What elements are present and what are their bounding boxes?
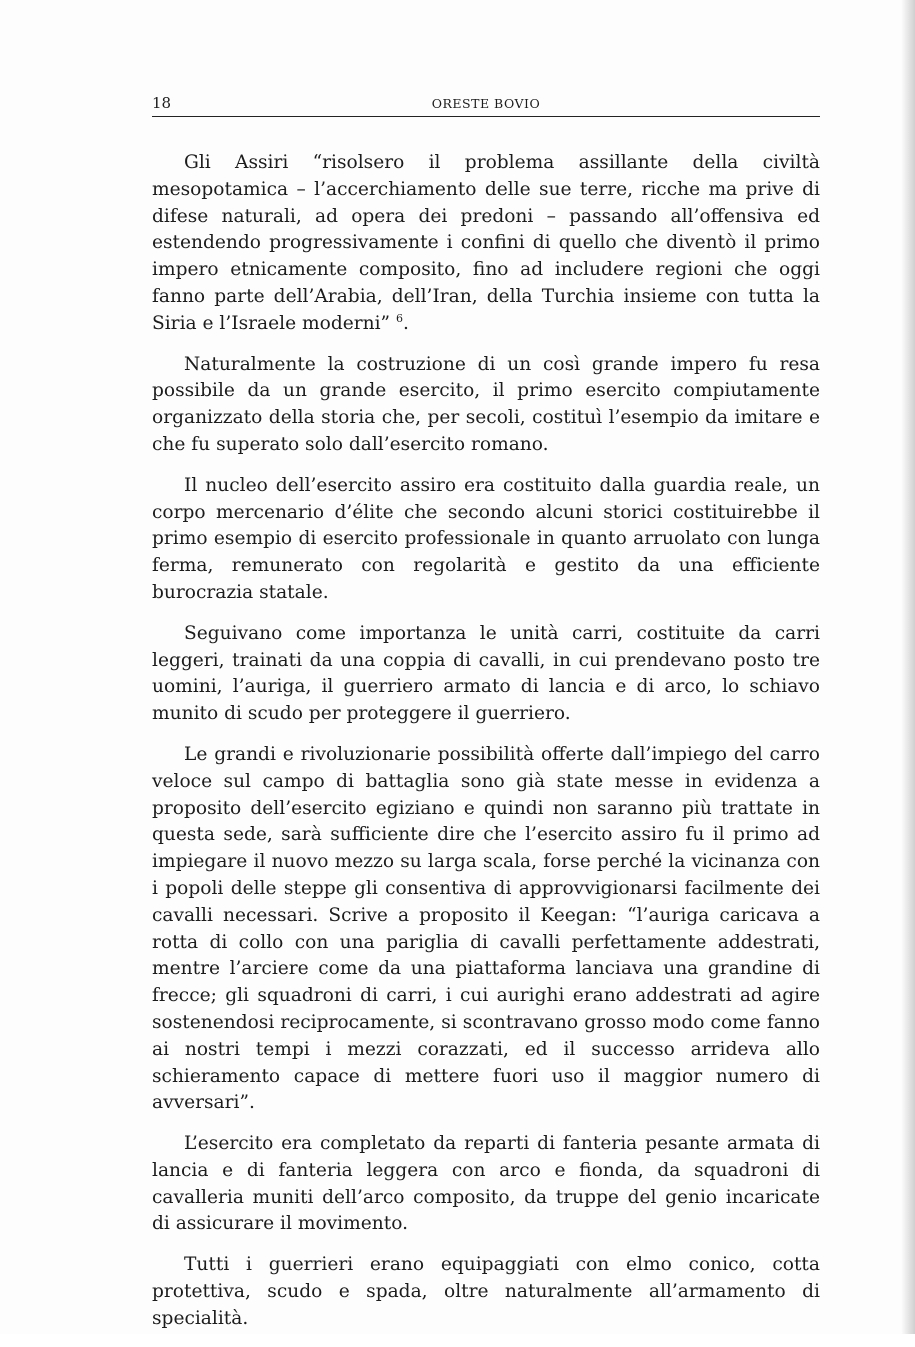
paragraph bbox=[152, 150, 820, 338]
paragraph-text: Gli Assiri “risolsero il problema assillante della civiltà mesopotamica – l’accerchiamento delle sue terre, ricche ma prive di difese naturali, ad opera dei predoni – passando all’offensiva ed estendendo progressivamente i confini di quello che diventò il primo impero etnicamente composito, fino ad includere regioni che oggi fanno parte dell’Arabia, dell’Iran, della Turchia insieme con tutta la Siria e l’Israele moderni” bbox=[152, 152, 820, 334]
page-number: 18 bbox=[152, 94, 172, 112]
paragraph: Naturalmente la costruzione di un così grande impero fu resa possibile da un grande esercito, il primo esercito compiutamente organizzato della storia che, per secoli, costituì l’esempio da imitare e che fu superato solo dall’esercito romano. bbox=[152, 353, 820, 455]
paragraph: Tutti i guerrieri erano equipaggiati con elmo conico, cotta protettiva, scudo e spada, oltre naturalmente all’armamento di specialità. bbox=[152, 1254, 820, 1329]
paragraph: Le grandi e rivoluzionarie possibilità offerte dall’impiego del carro veloce sul campo di battaglia sono già state messe in evidenza a proposito dell’esercito egiziano e quindi non saranno più trattate in questa sede, sarà sufficiente dire che l’esercito assiro fu il primo ad impiegare il nuovo mezzo su larga scala, forse perché la vicinanza con i popoli delle steppe gli consentiva di approvvigionarsi facilmente dei cavalli necessari. Scrive a proposito il Keegan: “l’auriga caricava a rotta di collo con una pariglia di cavalli perfettamente addestrati, mentre l’arciere come da una piattaforma lanciava una grandine di frecce; gli squadroni di carri, i cui aurighi erano addestrati ad agire sostenendosi reciprocamente, si scontravano grosso modo come fanno ai nostri tempi i mezzi corazzati, ed il successo arrideva allo schieramento capace di mettere fuori uso il maggior numero di avversari”. bbox=[152, 743, 820, 1114]
footnote-marker: 6 bbox=[395, 311, 403, 325]
paragraph-tail: . bbox=[402, 312, 409, 334]
running-header bbox=[152, 92, 820, 117]
paragraph: L’esercito era completato da reparti di fanteria pesante armata di lancia e di fanteria leggera con arco e fionda, da squadroni di cavalleria muniti dell’arco composito, da truppe del genio incaricate di assicurare il movimento. bbox=[152, 1133, 820, 1235]
paragraph: Il nucleo dell’esercito assiro era costituito dalla guardia reale, un corpo mercenario d’élite che secondo alcuni storici costituirebbe il primo esempio di esercito professionale in quanto arruolato con lunga ferma, remunerato con regolarità e gestito da una efficiente burocrazia statale. bbox=[152, 474, 820, 603]
body-text bbox=[152, 150, 820, 1347]
paragraph: Seguivano come importanza le unità carri, costituite da carri leggeri, trainati da una coppia di cavalli, in cui prendevano posto tre uomini, l’auriga, il guerriero armato di lancia e di arco, lo schiavo munito di scudo per proteggere il guerriero. bbox=[152, 622, 820, 725]
header-author: ORESTE BOVIO bbox=[431, 96, 541, 111]
page-edge-shadow bbox=[901, 0, 915, 1334]
